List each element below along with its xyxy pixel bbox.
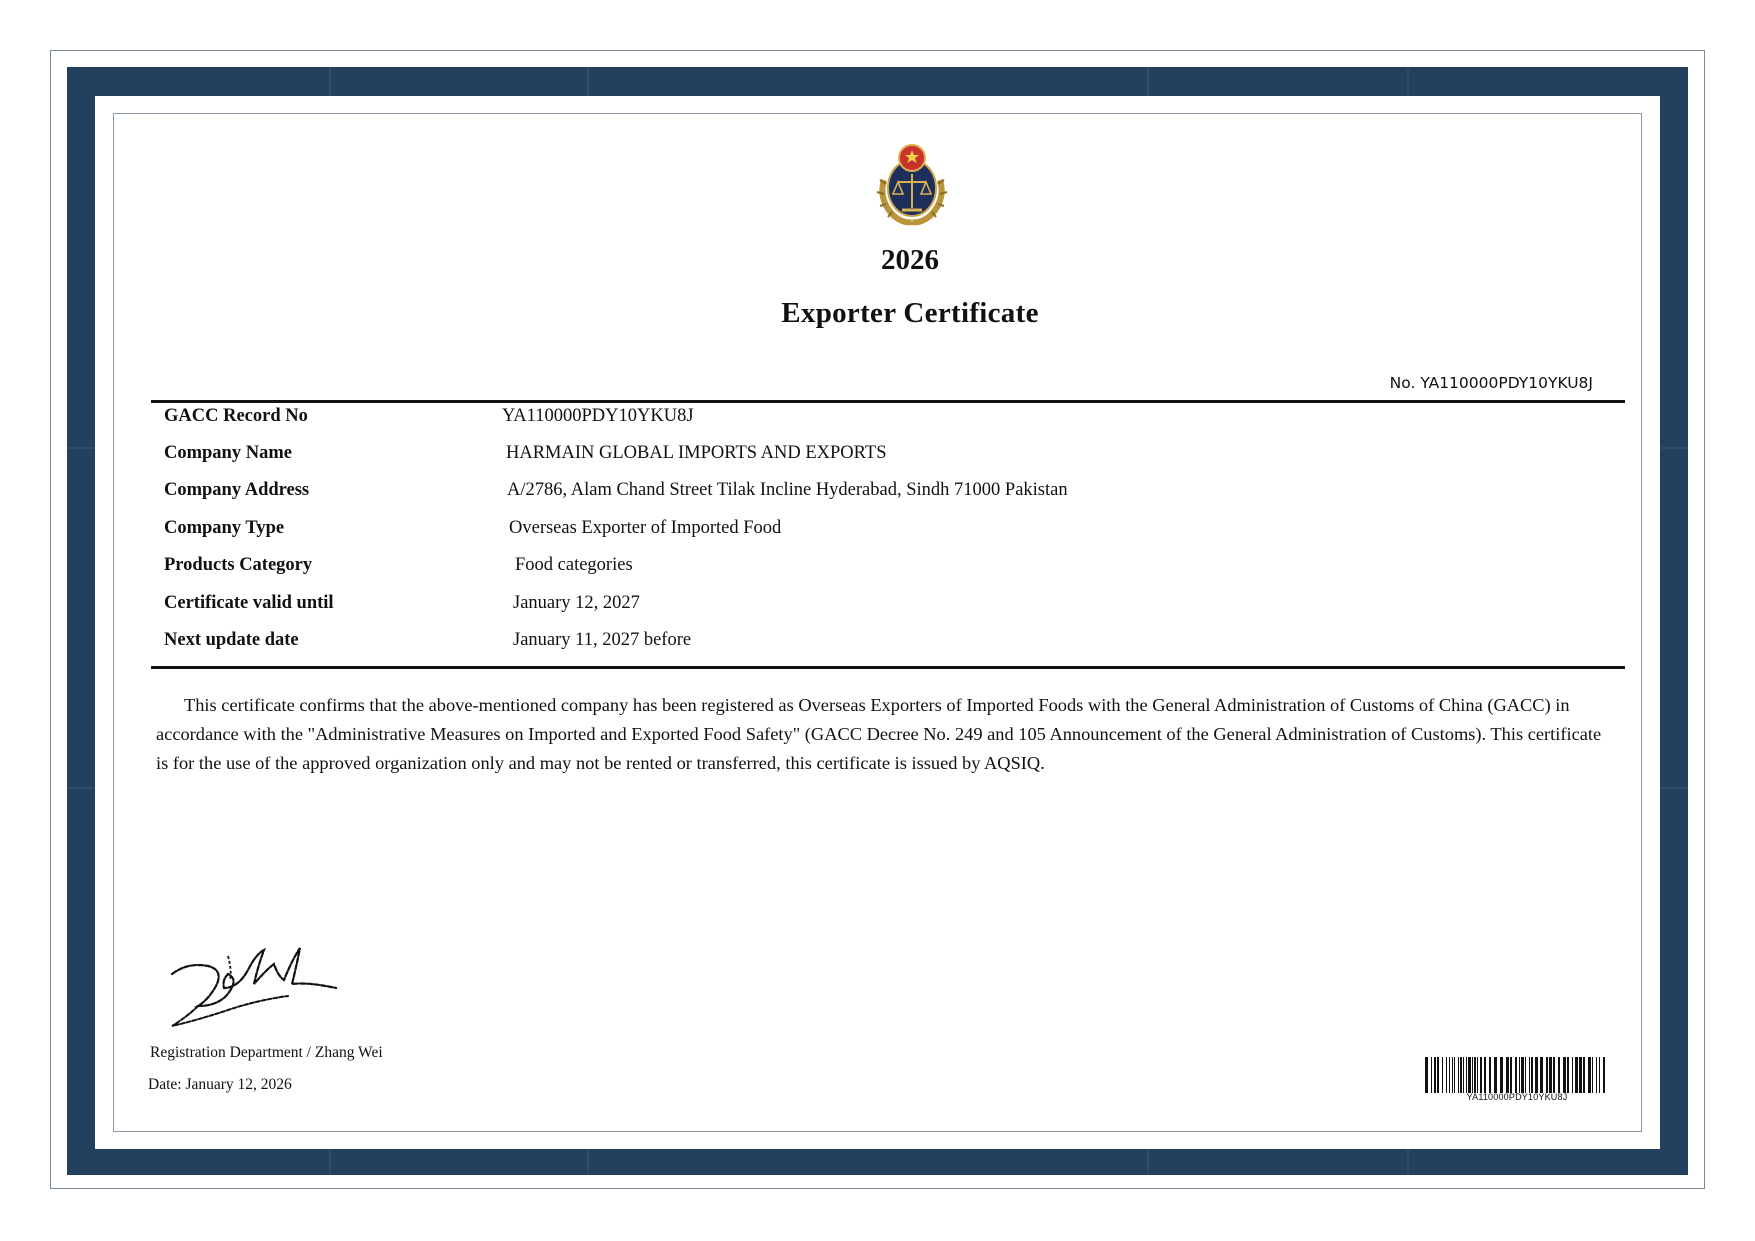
detail-value: Food categories	[515, 555, 633, 575]
detail-label: Company Name	[164, 443, 292, 463]
detail-label: GACC Record No	[164, 406, 308, 426]
detail-label: Products Category	[164, 555, 313, 575]
certificate-year: 2026	[881, 244, 939, 276]
detail-value: January 12, 2027	[513, 593, 640, 613]
detail-label: Next update date	[164, 630, 299, 650]
barcode-text: YA110000PDY10YKU8J	[1466, 1092, 1568, 1102]
detail-value: Overseas Exporter of Imported Food	[509, 518, 782, 538]
barcode-image	[1425, 1057, 1609, 1093]
detail-label: Company Type	[164, 518, 285, 538]
table-top-rule	[151, 400, 1625, 403]
certificate-number: No. YA110000PDY10YKU8J	[1389, 374, 1593, 392]
signature-department: Registration Department / Zhang Wei	[150, 1044, 383, 1061]
signature-image	[168, 940, 348, 1032]
detail-label: Company Address	[164, 480, 310, 500]
customs-emblem-icon	[872, 140, 952, 226]
certificate-statement: This certificate confirms that the above-mentioned company has been registered as Overseas Exporters of Imported Foods with the General Administration of Customs of China (GACC) in accordance with the "Administrative Measures on Imported and Exported Food Safety" (GACC Decree No. 249 and 105 Announcement of the General Administration of Customs). This certificate is for the use of the approved organization only and may not be rented or transferred, this certificate is issued by AQSIQ.	[156, 695, 1602, 773]
certificate-title: Exporter Certificate	[781, 297, 1039, 329]
detail-value: January 11, 2027 before	[513, 630, 692, 650]
detail-value: YA110000PDY10YKU8J	[502, 406, 694, 426]
signature-date: Date: January 12, 2026	[148, 1076, 292, 1093]
detail-label: Certificate valid until	[164, 593, 334, 613]
detail-value: A/2786, Alam Chand Street Tilak Incline Hyderabad, Sindh 71000 Pakistan	[507, 480, 1068, 500]
detail-value: HARMAIN GLOBAL IMPORTS AND EXPORTS	[506, 443, 887, 463]
table-bottom-rule	[151, 666, 1625, 669]
